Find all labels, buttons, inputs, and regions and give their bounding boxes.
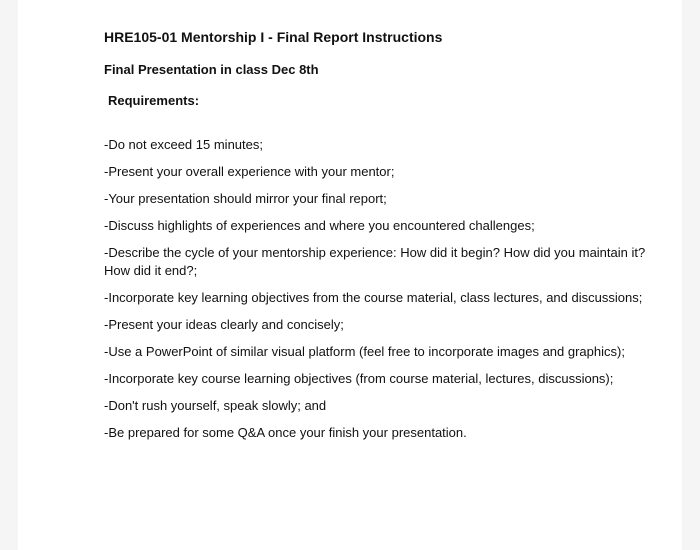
requirement-item: -Present your ideas clearly and concisely; <box>104 317 344 332</box>
requirements-list <box>104 136 649 451</box>
document-page <box>18 0 682 550</box>
requirement-item: -Incorporate key learning objectives from the course material, class lectures, and discussions; <box>104 290 643 305</box>
document-subtitle: Final Presentation in class Dec 8th <box>104 62 319 77</box>
requirement-item: -Incorporate key course learning objectives (from course material, lectures, discussions); <box>104 371 614 386</box>
requirement-item: -Be prepared for some Q&A once your finish your presentation. <box>104 425 467 440</box>
requirement-item: -Describe the cycle of your mentorship experience: How did it begin? How did you maintain it? How did it end?; <box>104 245 646 278</box>
requirements-heading: Requirements: <box>108 93 200 108</box>
requirement-item: -Discuss highlights of experiences and where you encountered challenges; <box>104 218 535 233</box>
requirement-item: -Your presentation should mirror your final report; <box>104 191 387 206</box>
requirement-item: -Present your overall experience with your mentor; <box>104 164 395 179</box>
requirement-item: -Don't rush yourself, speak slowly; and <box>104 398 327 413</box>
requirement-item: -Do not exceed 15 minutes; <box>104 137 263 152</box>
document-title: HRE105-01 Mentorship I - Final Report Instructions <box>104 29 443 45</box>
requirement-item: -Use a PowerPoint of similar visual platform (feel free to incorporate images and graphics); <box>104 344 625 359</box>
